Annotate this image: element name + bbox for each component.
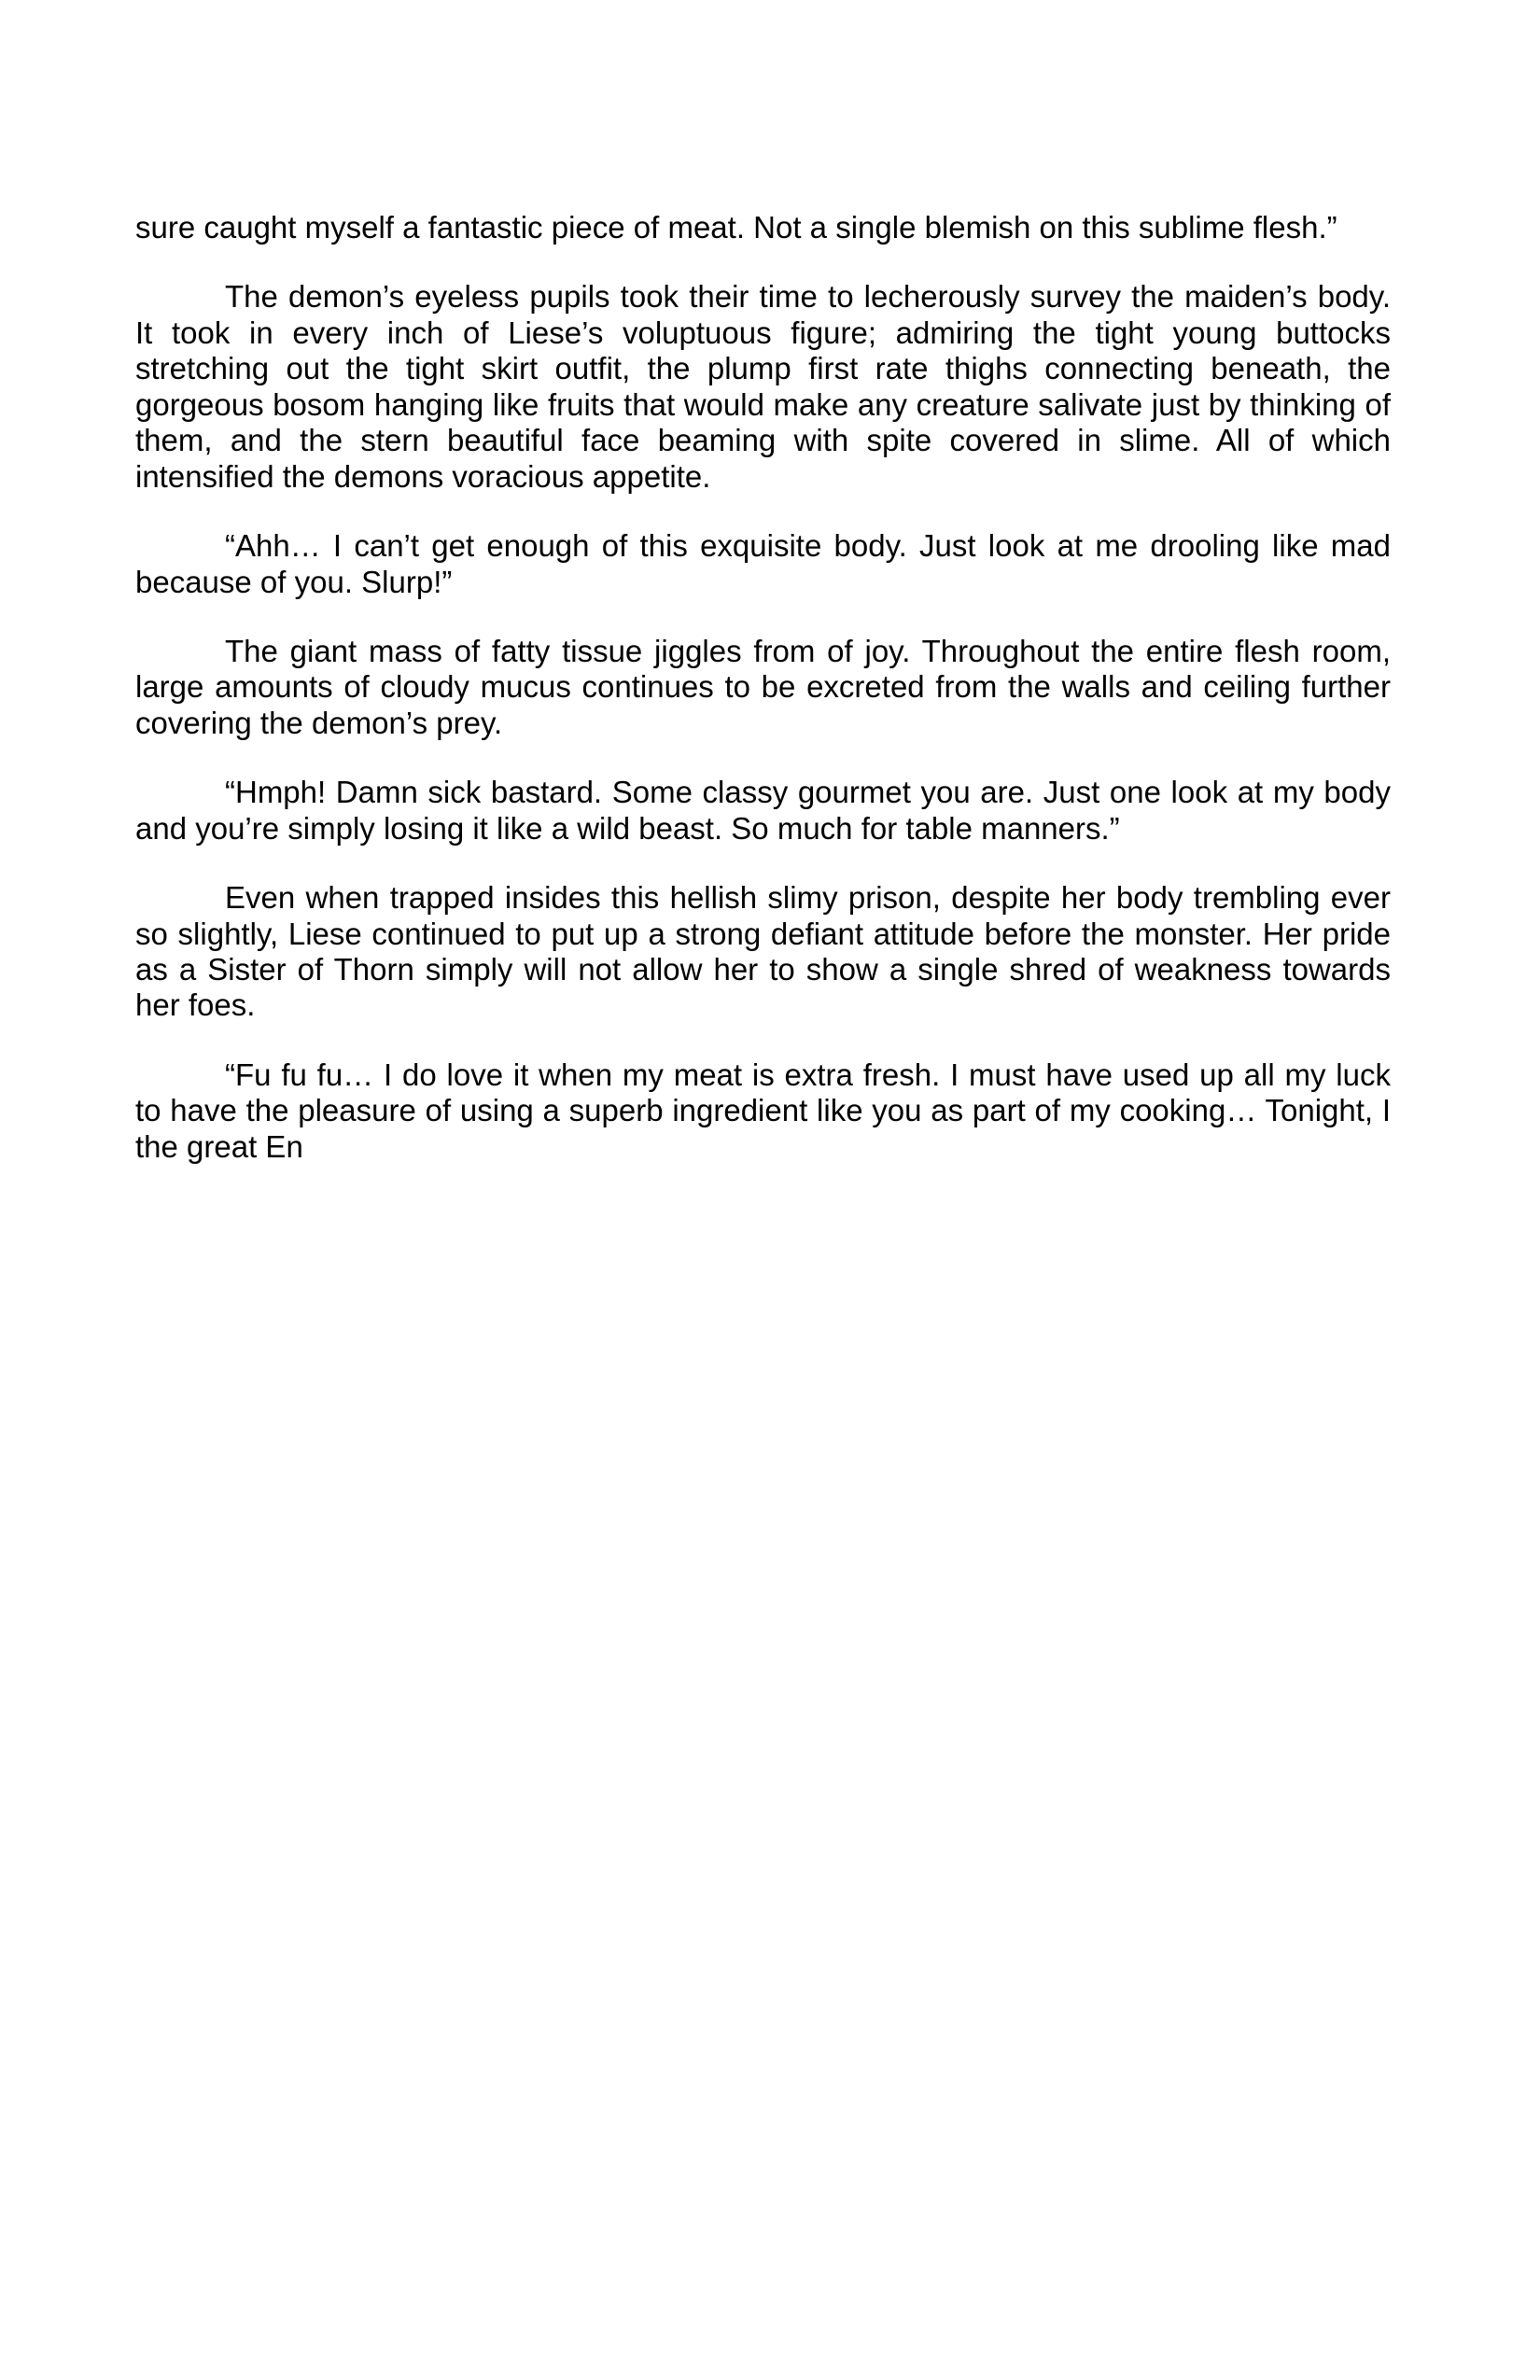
paragraph-6: Even when trapped insides this hellish slimy prison, despite her body trembling ever so slightly, Liese continued to put up a strong defiant attitude before the monster. Her pride as a Sister of Thorn simply will not allow her to show a single shred of weakness towards her foes. (135, 880, 1391, 1023)
paragraph-1: sure caught myself a fantastic piece of meat. Not a single blemish on this sublime flesh.” (135, 210, 1337, 245)
paragraph-4: The giant mass of fatty tissue jiggles from of joy. Throughout the entire flesh room, large amounts of cloudy mucus continues to be excreted from the walls and ceiling further covering the demon’s prey. (135, 633, 1391, 740)
paragraph-2: The demon’s eyeless pupils took their time to lecherously survey the maiden’s body. It took in every inch of Liese’s voluptuous figure; admiring the tight young buttocks stretching out the tight skirt outfit, the plump first rate thighs connecting beneath, the gorgeous bosom hanging like fruits that would make any creature salivate just by thinking of them, and the stern beautiful face beaming with spite covered in slime. All of which intensified the demons voracious appetite. (135, 279, 1391, 494)
document-body (135, 210, 1391, 1165)
paragraph-7: “Fu fu fu… I do love it when my meat is extra fresh. I must have used up all my luck to have the pleasure of using a superb ingredient like you as part of my cooking… Tonight, I the great En (135, 1057, 1391, 1164)
paragraph-3: “Ahh… I can’t get enough of this exquisite body. Just look at me drooling like mad because of you. Slurp!” (135, 528, 1391, 599)
paragraph-5: “Hmph! Damn sick bastard. Some classy gourmet you are. Just one look at my body and you’re simply losing it like a wild beast. So much for table manners.” (135, 775, 1391, 846)
